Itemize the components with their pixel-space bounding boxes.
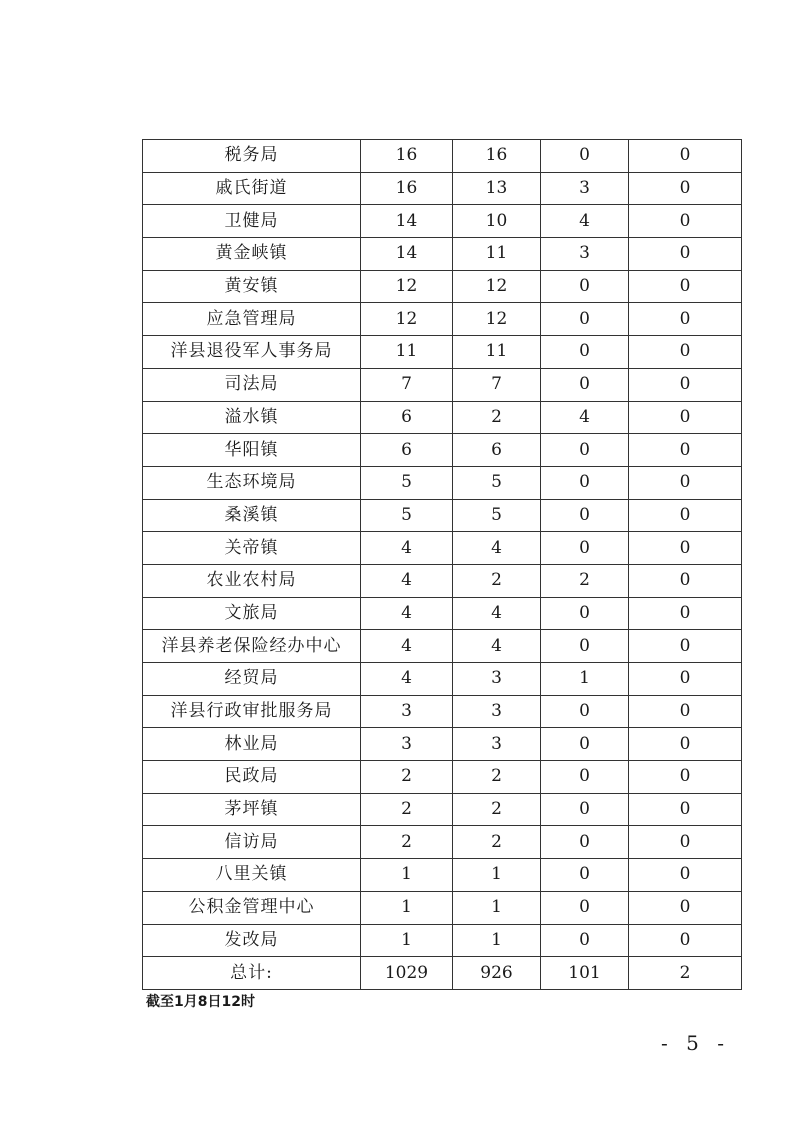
completed-count-cell: 1: [453, 859, 541, 892]
in-progress-count-cell: 3: [541, 238, 629, 271]
completed-count-cell: 12: [453, 303, 541, 336]
completed-count-cell: 10: [453, 205, 541, 238]
pending-count-cell: 0: [629, 172, 742, 205]
unit-name-cell: 农业农村局: [143, 564, 361, 597]
total-count-cell: 12: [361, 303, 453, 336]
in-progress-count-cell: 0: [541, 924, 629, 957]
pending-count-cell: 0: [629, 891, 742, 924]
in-progress-count-cell: 0: [541, 466, 629, 499]
completed-count-cell: 2: [453, 793, 541, 826]
total-count-cell: 2: [361, 793, 453, 826]
unit-name-cell: 关帝镇: [143, 532, 361, 565]
statistics-table-container: [142, 139, 741, 990]
total-count-cell: 16: [361, 140, 453, 173]
table-row: [143, 891, 742, 924]
pending-count-cell: 0: [629, 336, 742, 369]
completed-count-cell: 4: [453, 532, 541, 565]
total-count-cell: 16: [361, 172, 453, 205]
completed-count-cell: 16: [453, 140, 541, 173]
total-count-cell: 6: [361, 434, 453, 467]
table-row: [143, 303, 742, 336]
in-progress-count-cell: 0: [541, 434, 629, 467]
total-count-cell: 7: [361, 368, 453, 401]
unit-name-cell: 华阳镇: [143, 434, 361, 467]
completed-count-cell: 13: [453, 172, 541, 205]
unit-name-cell: 洋县养老保险经办中心: [143, 630, 361, 663]
in-progress-count-cell: 0: [541, 303, 629, 336]
unit-name-cell: 文旅局: [143, 597, 361, 630]
in-progress-count-cell: 2: [541, 564, 629, 597]
completed-count-cell: 1: [453, 924, 541, 957]
unit-name-cell: 溢水镇: [143, 401, 361, 434]
pending-count-cell: 0: [629, 728, 742, 761]
pending-count-cell: 0: [629, 368, 742, 401]
completed-count-cell: 12: [453, 270, 541, 303]
pending-count-cell: 0: [629, 597, 742, 630]
table-row: [143, 728, 742, 761]
completed-count-cell: 2: [453, 826, 541, 859]
table-row: [143, 663, 742, 696]
total-count-cell: 2: [361, 761, 453, 794]
table-row: [143, 434, 742, 467]
unit-name-cell: 生态环境局: [143, 466, 361, 499]
pending-count-cell: 0: [629, 499, 742, 532]
total-count-cell: 6: [361, 401, 453, 434]
table-row: [143, 172, 742, 205]
pending-count-cell: 0: [629, 695, 742, 728]
pending-count-cell: 0: [629, 859, 742, 892]
in-progress-count-cell: 0: [541, 140, 629, 173]
unit-name-cell: 民政局: [143, 761, 361, 794]
completed-count-cell: 2: [453, 564, 541, 597]
unit-name-cell: 公积金管理中心: [143, 891, 361, 924]
in-progress-count-cell: 0: [541, 630, 629, 663]
total-count-cell: 5: [361, 466, 453, 499]
pending-count-cell: 0: [629, 924, 742, 957]
completed-count-cell: 3: [453, 663, 541, 696]
in-progress-count-cell: 4: [541, 401, 629, 434]
total-count-cell: 4: [361, 597, 453, 630]
pending-count-cell: 0: [629, 270, 742, 303]
completed-count-cell: 6: [453, 434, 541, 467]
in-progress-count-cell: 0: [541, 336, 629, 369]
total-label-cell: 总计:: [143, 957, 361, 990]
total-count-cell: 14: [361, 238, 453, 271]
in-progress-count-cell: 0: [541, 891, 629, 924]
in-progress-count-cell: 0: [541, 761, 629, 794]
page-number: - 5 -: [661, 1031, 730, 1055]
in-progress-count-cell: 0: [541, 532, 629, 565]
pending-count-cell: 0: [629, 140, 742, 173]
in-progress-count-cell: 0: [541, 368, 629, 401]
unit-name-cell: 黄金峡镇: [143, 238, 361, 271]
unit-name-cell: 林业局: [143, 728, 361, 761]
table-row: [143, 924, 742, 957]
completed-count-cell: 5: [453, 499, 541, 532]
footnote-cutoff-time: 截至1月8日12时: [146, 994, 255, 1010]
completed-count-cell: 4: [453, 597, 541, 630]
pending-count-cell: 0: [629, 761, 742, 794]
total-count-cell: 1: [361, 924, 453, 957]
pending-count-cell: 0: [629, 826, 742, 859]
in-progress-count-cell: 3: [541, 172, 629, 205]
in-progress-count-cell: 0: [541, 859, 629, 892]
total-completed-count-cell: 926: [453, 957, 541, 990]
in-progress-count-cell: 0: [541, 793, 629, 826]
total-count-cell: 5: [361, 499, 453, 532]
table-row: [143, 499, 742, 532]
total-count-cell: 1: [361, 891, 453, 924]
in-progress-count-cell: 1: [541, 663, 629, 696]
unit-name-cell: 洋县退役军人事务局: [143, 336, 361, 369]
unit-name-cell: 八里关镇: [143, 859, 361, 892]
total-count-cell: 14: [361, 205, 453, 238]
completed-count-cell: 11: [453, 336, 541, 369]
total-pending-count-cell: 2: [629, 957, 742, 990]
table-row: [143, 368, 742, 401]
in-progress-count-cell: 0: [541, 270, 629, 303]
in-progress-count-cell: 4: [541, 205, 629, 238]
completed-count-cell: 7: [453, 368, 541, 401]
total-in-progress-count-cell: 101: [541, 957, 629, 990]
total-count-cell: 4: [361, 532, 453, 565]
pending-count-cell: 0: [629, 401, 742, 434]
statistics-table-body: [143, 140, 742, 990]
unit-name-cell: 信访局: [143, 826, 361, 859]
unit-name-cell: 卫健局: [143, 205, 361, 238]
unit-name-cell: 司法局: [143, 368, 361, 401]
table-row: [143, 270, 742, 303]
total-count-cell: 4: [361, 564, 453, 597]
table-row: [143, 564, 742, 597]
unit-name-cell: 黄安镇: [143, 270, 361, 303]
completed-count-cell: 11: [453, 238, 541, 271]
pending-count-cell: 0: [629, 663, 742, 696]
completed-count-cell: 2: [453, 761, 541, 794]
total-count-cell: 1: [361, 859, 453, 892]
unit-name-cell: 应急管理局: [143, 303, 361, 336]
pending-count-cell: 0: [629, 564, 742, 597]
pending-count-cell: 0: [629, 434, 742, 467]
total-count-cell: 11: [361, 336, 453, 369]
statistics-table: [142, 139, 742, 990]
table-row: [143, 205, 742, 238]
table-row: [143, 532, 742, 565]
table-row: [143, 630, 742, 663]
total-count-cell: 4: [361, 663, 453, 696]
pending-count-cell: 0: [629, 630, 742, 663]
pending-count-cell: 0: [629, 793, 742, 826]
total-total-count-cell: 1029: [361, 957, 453, 990]
unit-name-cell: 戚氏街道: [143, 172, 361, 205]
in-progress-count-cell: 0: [541, 728, 629, 761]
completed-count-cell: 4: [453, 630, 541, 663]
total-row: [143, 957, 742, 990]
table-row: [143, 140, 742, 173]
table-row: [143, 466, 742, 499]
completed-count-cell: 1: [453, 891, 541, 924]
completed-count-cell: 3: [453, 695, 541, 728]
in-progress-count-cell: 0: [541, 499, 629, 532]
table-row: [143, 761, 742, 794]
in-progress-count-cell: 0: [541, 826, 629, 859]
unit-name-cell: 茅坪镇: [143, 793, 361, 826]
pending-count-cell: 0: [629, 205, 742, 238]
pending-count-cell: 0: [629, 466, 742, 499]
pending-count-cell: 0: [629, 532, 742, 565]
table-row: [143, 336, 742, 369]
unit-name-cell: 发改局: [143, 924, 361, 957]
completed-count-cell: 5: [453, 466, 541, 499]
completed-count-cell: 2: [453, 401, 541, 434]
in-progress-count-cell: 0: [541, 695, 629, 728]
table-row: [143, 597, 742, 630]
total-count-cell: 4: [361, 630, 453, 663]
table-row: [143, 401, 742, 434]
completed-count-cell: 3: [453, 728, 541, 761]
unit-name-cell: 税务局: [143, 140, 361, 173]
pending-count-cell: 0: [629, 303, 742, 336]
table-row: [143, 238, 742, 271]
total-count-cell: 12: [361, 270, 453, 303]
table-row: [143, 859, 742, 892]
table-row: [143, 695, 742, 728]
in-progress-count-cell: 0: [541, 597, 629, 630]
table-row: [143, 793, 742, 826]
unit-name-cell: 经贸局: [143, 663, 361, 696]
unit-name-cell: 桑溪镇: [143, 499, 361, 532]
total-count-cell: 3: [361, 695, 453, 728]
pending-count-cell: 0: [629, 238, 742, 271]
total-count-cell: 2: [361, 826, 453, 859]
unit-name-cell: 洋县行政审批服务局: [143, 695, 361, 728]
table-row: [143, 826, 742, 859]
total-count-cell: 3: [361, 728, 453, 761]
